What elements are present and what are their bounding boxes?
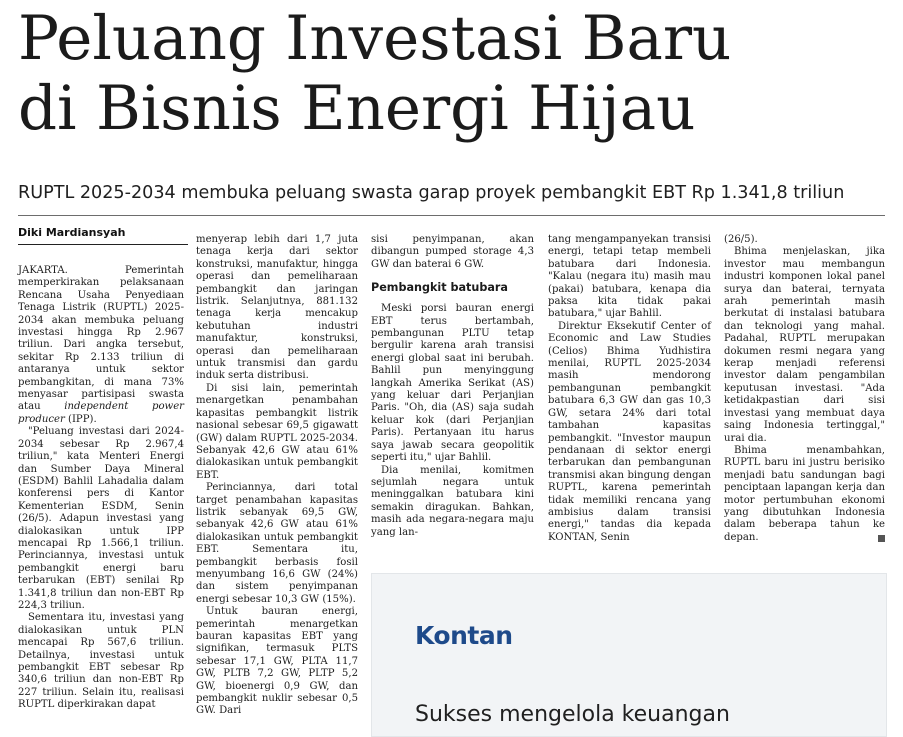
paragraph: Direktur Eksekutif Center of Economic and Law Studies (Celios) Bhima Yudhistira menilai, RUPTL 2025-2034 masih mendorong pembangunan pembangkit batubara 6,3 GW dan gas 10,3 GW, setara 24% dari total tambahan kapasitas pembangkit. "Investor maupun pendanaan di sektor energi terbarukan dan pembangunan transmisi akan bingung dengan RUPTL, karena pemerintah tidak memiliki rencana yang ambisius dalam transisi energi," tandas dia kepada KONTAN, Senin: [548, 320, 711, 543]
article-column-1: [18, 265, 184, 712]
paragraph-text: Bhima menambahkan, RUPTL baru ini justru berisiko menjadi batu sandungan bagi penciptaan lapangan kerja dan motor pertumbuhan ekonomi yang dibutuhkan Indonesia dalam beberapa tahun ke depan.: [724, 444, 885, 543]
paragraph-text: (IPP).: [68, 413, 97, 425]
ad-tagline: Sukses mengelola keuangan: [415, 702, 730, 727]
article-deck: RUPTL 2025-2034 membuka peluang swasta garap proyek pembangkit EBT Rp 1.341,8 triliun: [18, 183, 845, 203]
end-of-article-icon: [878, 535, 885, 542]
headline-line-2: di Bisnis Energi Hijau: [18, 73, 696, 144]
paragraph: Perinciannya, dari total target penambahan kapasitas listrik sebanyak 69,5 GW, sebanyak 42,6 GW atau 61% dialokasikan untuk pembangkit EBT. Sementara itu, pembangkit berbasis fosil menyumbang 16,6 GW (24%) dan sistem penyimpanan energi sebesar 10,3 GW (15%).: [196, 482, 358, 605]
italic-term: independent power producer: [18, 401, 184, 425]
paragraph: Sementara itu, investasi yang dialokasikan untuk PLN mencapai Rp 567,6 triliun. Detailnya, investasi untuk pembangkit EBT sebesar Rp 340,6 triliun dan non-EBT Rp 227 triliun. Selain itu, realisasi RUPTL diperkirakan dapat: [18, 612, 184, 711]
paragraph: sisi penyimpanan, akan dibangun pumped storage 4,3 GW dan baterai 6 GW.: [371, 234, 534, 270]
paragraph-text: JAKARTA. Pemerintah memperkirakan pelaksanaan Rencana Usaha Penyediaan Tenaga Listrik (RUPTL) 2025-2034 akan membuka peluang investasi hingga Rp 2.967 triliun. Dari angka tersebut, sekitar Rp 2.133 triliun di antaranya untuk sektor pembangkitan, di mana 73% menyasar partisipasi swasta atau: [18, 265, 184, 413]
byline-underline: [18, 244, 188, 245]
subheading: Pembangkit batubara: [371, 281, 508, 295]
article-headline: [18, 4, 898, 144]
author-byline: Diki Mardiansyah: [18, 226, 126, 239]
deck-divider: [18, 215, 885, 216]
logo-wordmark: Kontan: [415, 621, 513, 650]
article-column-2: [196, 234, 358, 718]
paragraph: menyerap lebih dari 1,7 juta tenaga kerja dari sektor konstruksi, manufaktur, hingga operasi dan pemeliharaan pembangkit dan jaringan listrik. Selanjutnya, 881.132 tenaga kerja mencakup kebutuhan industri manufaktur, konstruksi, operasi dan pemeliharaan untuk transmisi dan gardu induk serta distribusi.: [196, 234, 358, 382]
paragraph: Di sisi lain, pemerintah menargetkan penambahan kapasitas pembangkit listrik nasional sebesar 69,5 gigawatt (GW) dalam RUPTL 2025-2034. Sebanyak 42,6 GW atau 61% dialokasikan untuk pembangkit EBT.: [196, 382, 358, 481]
kontan-logo: [415, 621, 513, 650]
paragraph: [18, 265, 184, 426]
headline-line-1: Peluang Investasi Baru: [18, 3, 732, 74]
paragraph: (26/5).: [724, 234, 758, 245]
article-column-3: [371, 234, 534, 539]
article-column-4: [548, 234, 711, 544]
paragraph: tang mengampanyekan transisi energi, tetapi tetap membeli batubara dari Indonesia. "Kalau (negara itu) masih mau (pakai) batubara, kenapa dia paksa kita tidak pakai batubara," ujar Bahlil.: [548, 234, 711, 320]
paragraph: Bhima menjelaskan, jika investor mau membangun industri komponen lokal panel surya dan baterai, ternyata arah pemerintah masih berkutat di instalasi batubara dan teknologi yang mahal. Padahal, RUPTL merupakan dokumen resmi negara yang kerap menjadi referensi investor dalam pengambilan keputusan investasi. "Ada ketidakpastian dari sisi investasi yang membuat daya saing Indonesia tertinggal," urai dia.: [724, 246, 885, 444]
advertisement-banner[interactable]: [371, 573, 887, 737]
paragraph: Dia menilai, komitmen sejumlah negara untuk meninggalkan batubara kini semakin diragukan. Bahkan, masih ada negara-negara maju yang lan-: [371, 464, 534, 538]
paragraph: Meski porsi bauran energi EBT terus bertambah, pembangunan PLTU tetap bergulir karena arah transisi energi global saat ini berubah. Bahlil pun menyinggung langkah Amerika Serikat (AS) yang keluar dari Perjanjian Paris. "Oh, dia (AS) saja sudah keluar kok (dari Perjanjian Paris). Pertanyaan itu harus saya jawab secara geopolitik seperti itu," ujar Bahlil.: [371, 303, 534, 464]
paragraph: "Peluang investasi dari 2024-2034 sebesar Rp 2.967,4 triliun," kata Menteri Energi dan Sumber Daya Mineral (ESDM) Bahlil Lahadalia dalam konferensi pers di Kantor Kementerian ESDM, Senin (26/5). Adapun investasi yang dialokasikan untuk IPP mencapai Rp 1.566,1 triliun. Perinciannya, investasi untuk pembangkit energi baru terbarukan (EBT) senilai Rp 1.341,8 triliun dan non-EBT Rp 224,3 triliun.: [18, 426, 184, 611]
paragraph: [724, 445, 885, 544]
paragraph: Untuk bauran energi, pemerintah menargetkan bauran kapasitas EBT yang signifikan, termasuk PLTS sebesar 17,1 GW, PLTA 11,7 GW, PLTB 7,2 GW, PLTP 5,2 GW, bioenergi 0,9 GW, dan pembangkit nuklir sebesar 0,5 GW. Dari: [196, 606, 358, 717]
article-column-5: [724, 234, 885, 544]
